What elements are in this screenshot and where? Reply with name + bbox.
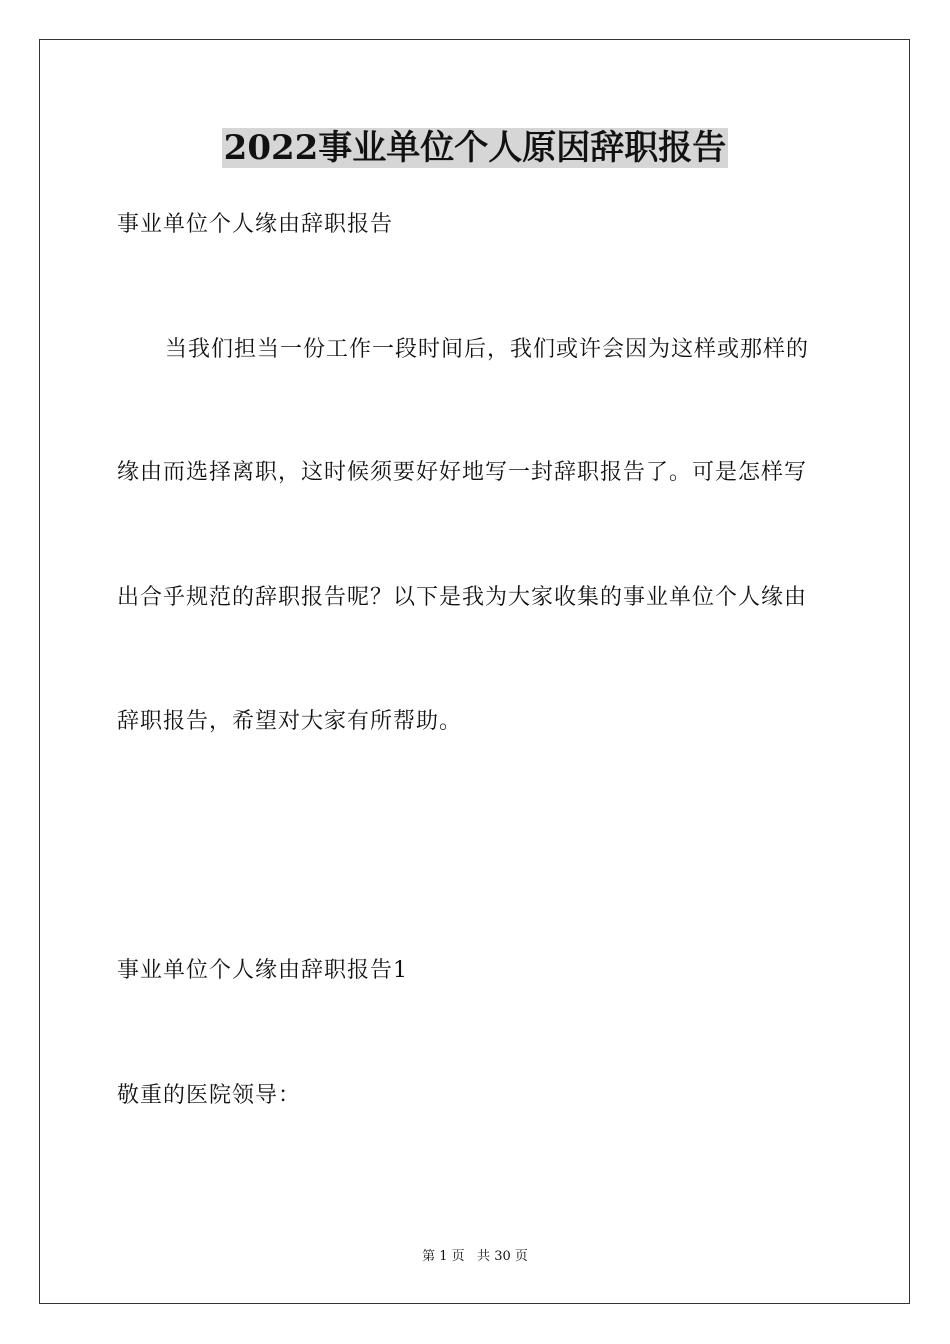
- intro-line-2: 缘由而选择离职，这时候须要好好地写一封辞职报告了。可是怎样写: [117, 460, 808, 485]
- intro-line-4: 辞职报告，希望对大家有所帮助。: [117, 709, 463, 734]
- document-title-text: 2022事业单位个人原因辞职报告: [223, 128, 727, 168]
- salutation: 敬重的医院领导：: [117, 1083, 302, 1108]
- document-subtitle: 事业单位个人缘由辞职报告: [117, 212, 394, 237]
- intro-line-3: 出合乎规范的辞职报告呢？以下是我为大家收集的事业单位个人缘由: [117, 585, 808, 610]
- section-heading: 事业单位个人缘由辞职报告1: [117, 958, 408, 983]
- intro-line-1: 当我们担当一份工作一段时间后，我们或许会因为这样或那样的: [165, 337, 810, 362]
- document-title: [0, 128, 950, 168]
- page-footer: 第 1 页 共 30 页: [422, 1249, 528, 1264]
